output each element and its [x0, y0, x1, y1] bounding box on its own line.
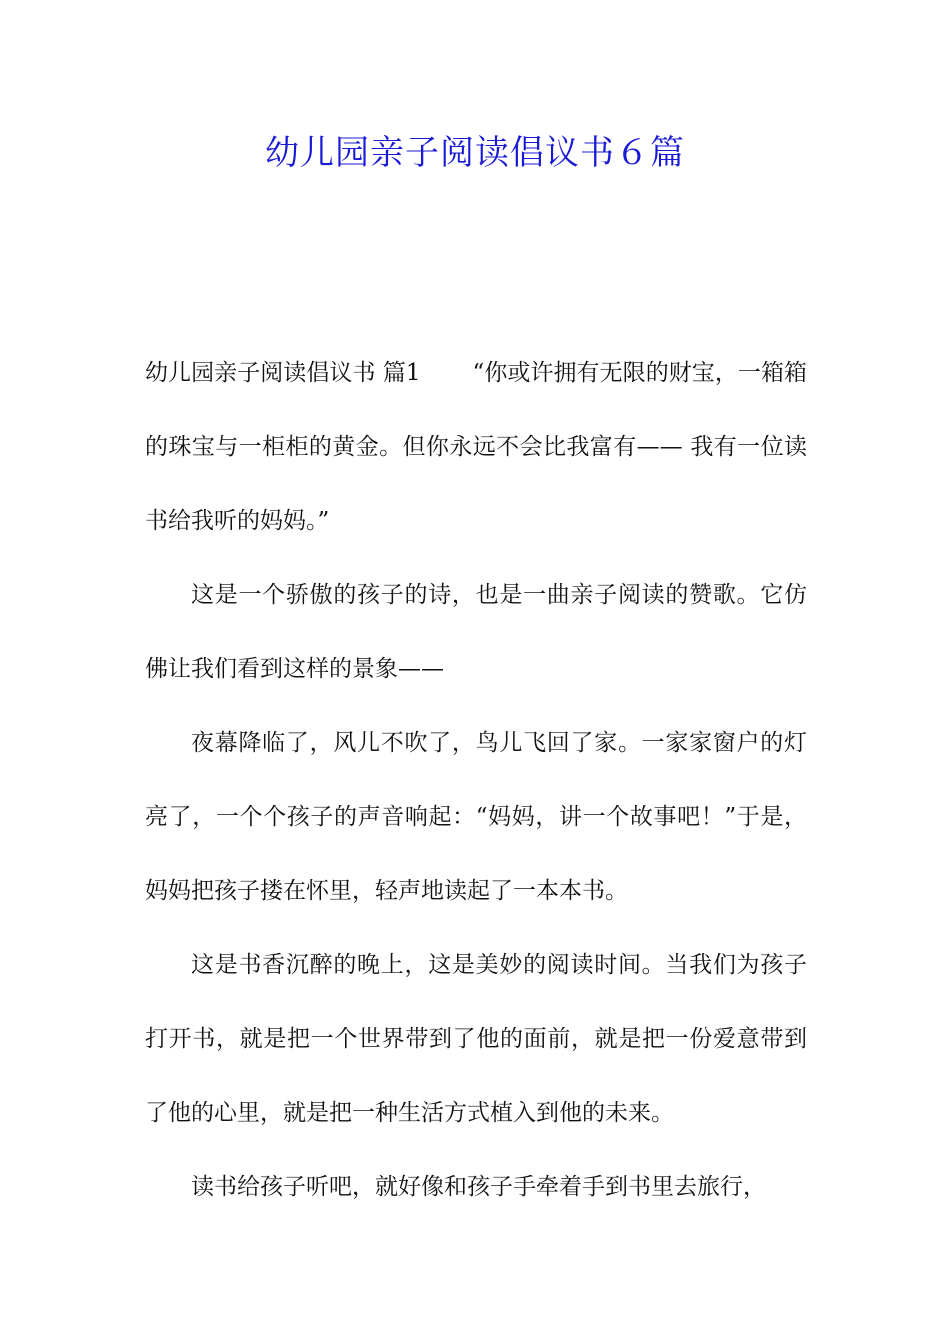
paragraph-1-text: “你或许拥有无限的财宝，一箱箱的珠宝与一柜柜的黄金。但你永远不会比我富有—— 我有一位读书给我听的妈妈。”: [145, 360, 807, 534]
paragraph-1: [145, 336, 807, 558]
paragraph-4: 这是书香沉醉的晚上，这是美妙的阅读时间。当我们为孩子打开书，就是把一个世界带到了他的面前，就是把一份爱意带到了他的心里，就是把一种生活方式植入到他的未来。: [145, 952, 807, 1126]
section-heading: 幼儿园亲子阅读倡议书 篇1: [145, 360, 421, 386]
paragraph-2: 这是一个骄傲的孩子的诗，也是一曲亲子阅读的赞歌。它仿佛让我们看到这样的景象——: [145, 582, 807, 682]
paragraph-5: 读书给孩子听吧，就好像和孩子手牵着手到书里去旅行，: [191, 1174, 766, 1200]
document-body: [145, 336, 807, 1224]
paragraph-3: 夜幕降临了，风儿不吹了，鸟儿飞回了家。一家家窗户的灯亮了，一个个孩子的声音响起：“妈妈，讲一个故事吧！”于是，妈妈把孩子搂在怀里，轻声地读起了一本本书。: [145, 730, 807, 904]
document-title: 幼儿园亲子阅读倡议书６篇: [265, 133, 685, 173]
